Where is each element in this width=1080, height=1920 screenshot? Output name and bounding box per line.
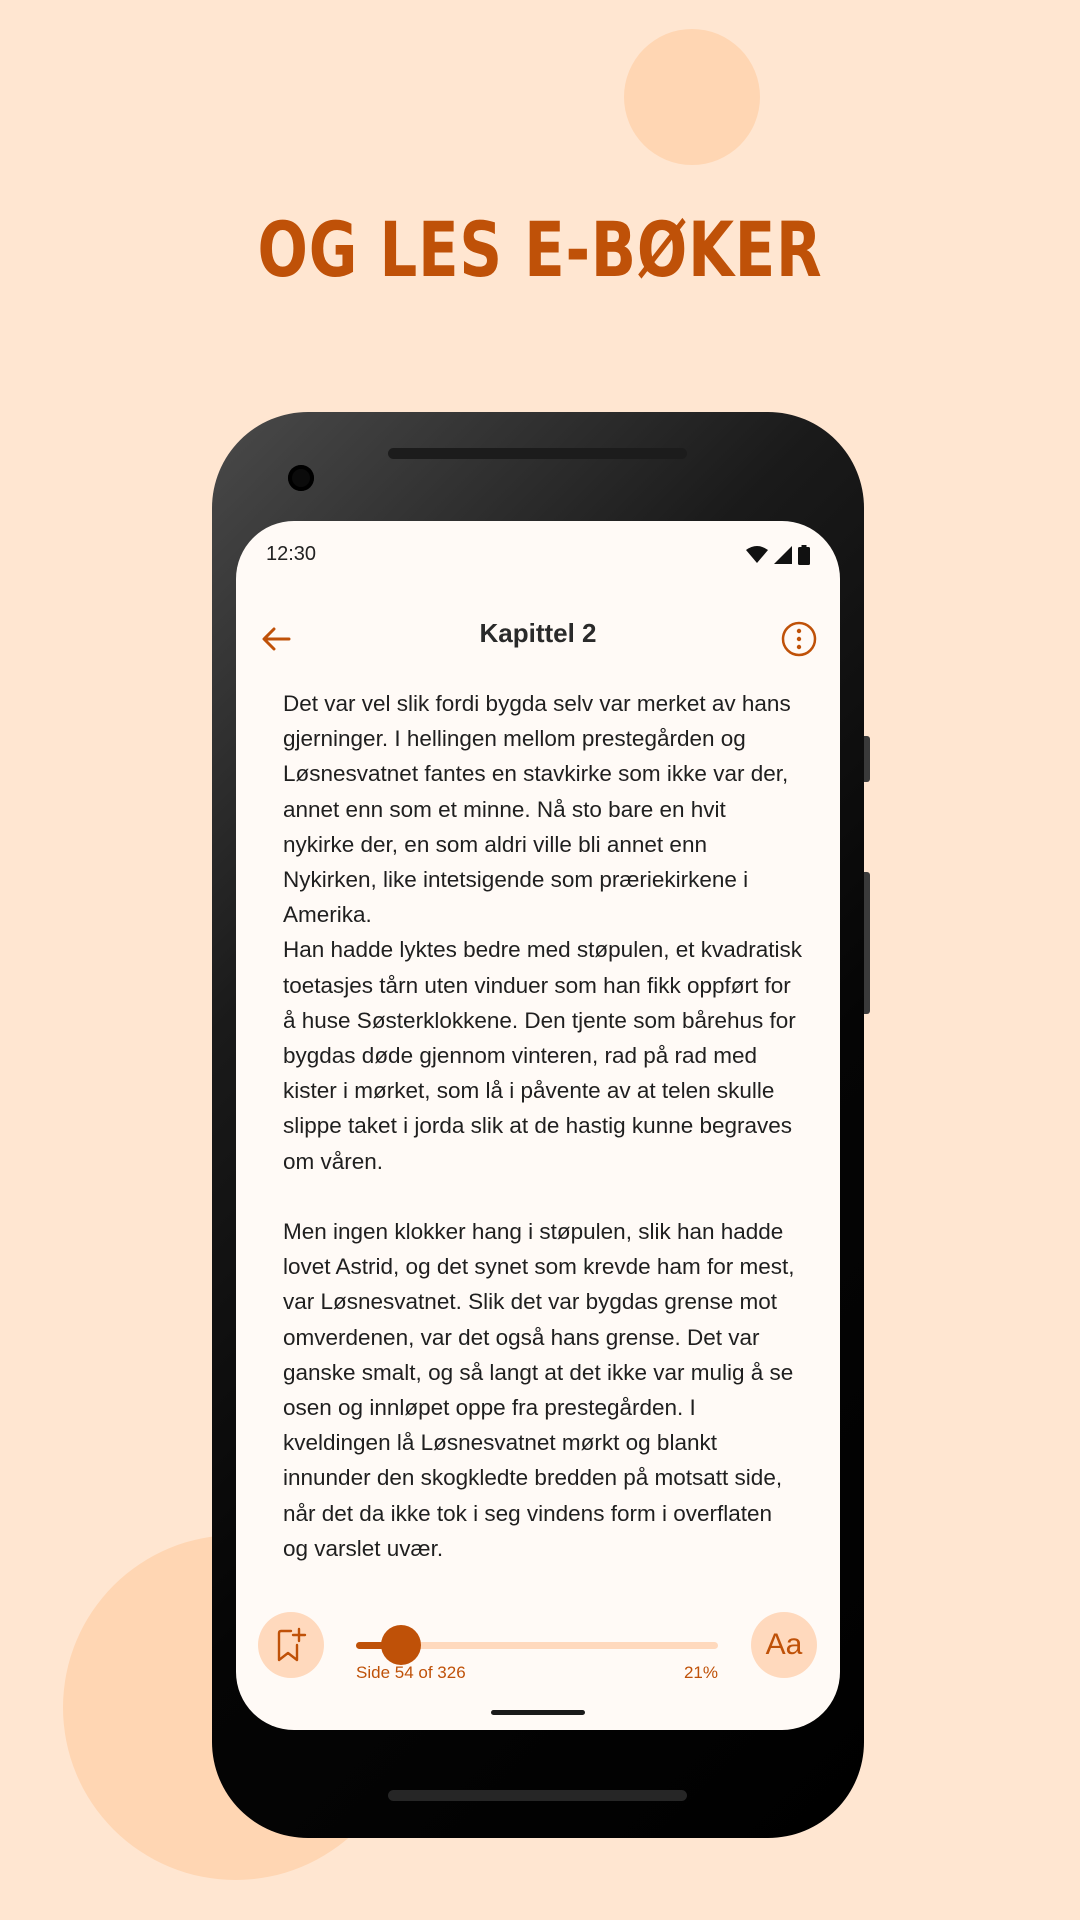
chapter-title: Kapittel 2	[479, 618, 597, 648]
bookmark-add-icon	[275, 1627, 307, 1663]
promo-headline: OG LES E-BØKER	[257, 205, 823, 294]
book-paragraph: Men ingen klokker hang i støpulen, slik han hadde lovet Astrid, og det synet som krevde ham for mest, var Løsnesvatnet. Slik det var bygdas grense mot omverdenen, var det også hans grense. Det var ganske smalt, og så langt at det ikke var mulig å se osen og innløpet oppe fra prestegården. I kveldingen lå Løsnesvatnet mørkt og blankt innunder den skogkledte bredden på motsatt side, når det da ikke tok i seg vindens form i overflaten og varslet uvær.	[283, 1219, 795, 1561]
phone-speaker-bottom	[388, 1790, 687, 1801]
book-paragraph: Han hadde lyktes bedre med støpulen, et kvadratisk toetasjes tårn uten vinduer som han fikk oppført for å huse Søsterklokkene. Den tjente som bårehus for bygdas døde gjennom vinteren, rad på rad med kister i mørket, som lå i påvente av at telen skulle slippe taket i jorda slik at de hastig kunne begraves om våren.	[283, 937, 803, 1174]
more-options-button[interactable]	[780, 620, 818, 658]
decorative-circle-top	[624, 29, 760, 165]
phone-power-button	[864, 736, 870, 782]
cellular-signal-icon	[774, 546, 792, 564]
slider-thumb[interactable]	[381, 1625, 421, 1665]
status-time: 12:30	[266, 543, 317, 565]
page-indicator: Side 54 of 326	[356, 1663, 466, 1682]
book-paragraph: Det var vel slik fordi bygda selv var merket av hans gjerninger. I hellingen mellom prestegården og Løsnesvatnet fantes en stavkirke som ikke var der, annet enn som et minne. Nå sto bare en hvit nykirke der, en som aldri ville bli annet enn Nykirken, like intetsigende som præriekirkene i Amerika.	[283, 691, 791, 928]
font-settings-button[interactable]: Aa	[751, 1612, 817, 1678]
phone-volume-button	[864, 872, 870, 1014]
home-indicator	[491, 1710, 585, 1715]
phone-speaker-top	[388, 448, 687, 459]
add-bookmark-button[interactable]	[258, 1612, 324, 1678]
book-text	[283, 686, 803, 1566]
more-vertical-icon	[780, 620, 818, 658]
status-icons	[746, 545, 810, 565]
progress-percent: 21%	[683, 1663, 718, 1682]
phone-camera	[288, 465, 314, 491]
page-progress-slider[interactable]	[356, 1642, 718, 1649]
battery-icon	[798, 545, 810, 565]
wifi-icon	[746, 546, 768, 564]
phone-screen	[236, 521, 840, 1730]
